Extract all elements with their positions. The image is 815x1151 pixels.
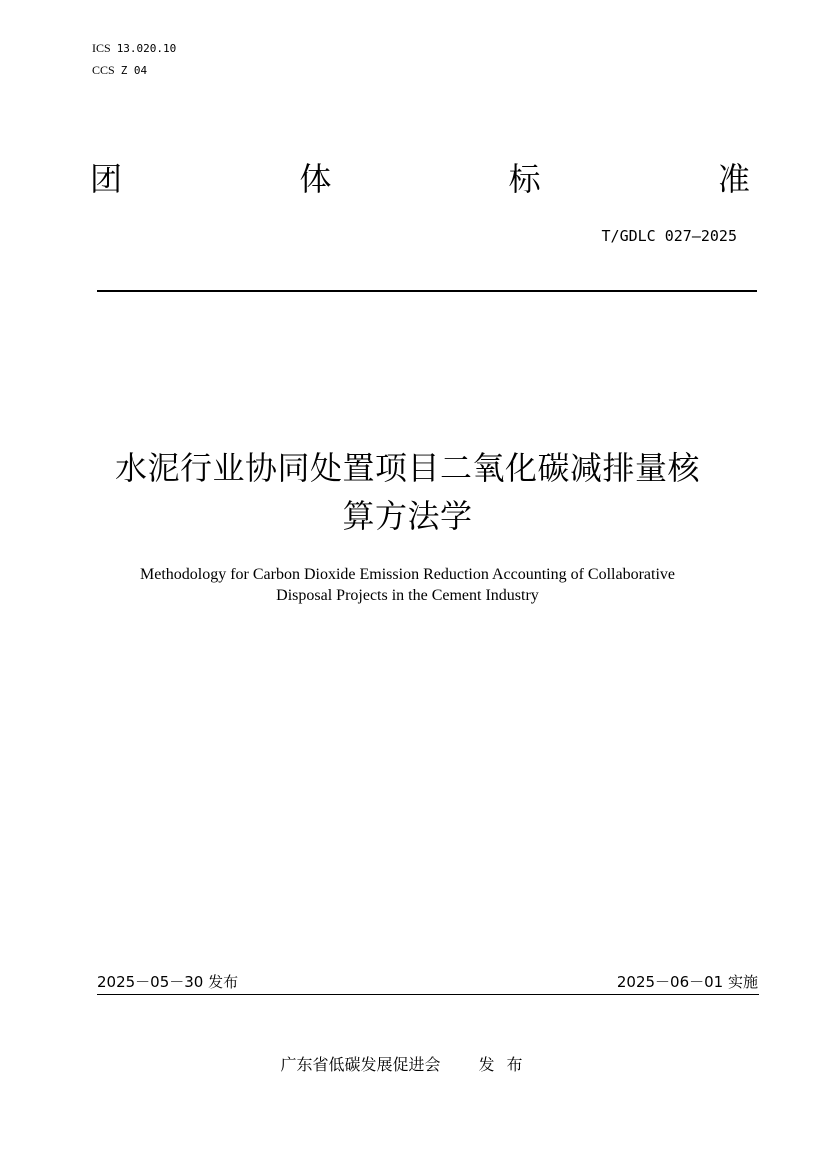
ccs-value: Z 04 — [120, 64, 148, 77]
ics-label: ICS — [92, 41, 111, 55]
publisher-name: 广东省低碳发展促进会 — [280, 1055, 441, 1074]
top-divider — [97, 290, 757, 292]
implementation-date: 2025－06－01 实施 — [616, 973, 758, 991]
english-title — [60, 564, 755, 606]
english-title-line: Disposal Projects in the Cement Industry — [276, 587, 539, 604]
ccs-code — [92, 62, 147, 79]
standard-type-char: 体 — [299, 160, 332, 198]
english-title-line: Methodology for Carbon Dioxide Emission Reduction Accounting of Collaborative — [139, 566, 676, 583]
ics-value: 13.020.10 — [116, 42, 177, 55]
publisher — [0, 1054, 815, 1076]
bottom-divider — [97, 994, 759, 995]
standard-type-char: 团 — [90, 160, 123, 198]
ics-code — [92, 40, 176, 57]
chinese-title-line: 水泥行业协同处置项目二氧化碳减排量核 — [114, 449, 700, 487]
issue-date: 2025－05－30 发布 — [97, 973, 239, 991]
chinese-title-line: 算方法学 — [342, 497, 473, 535]
chinese-title — [60, 444, 755, 540]
standard-type-char: 准 — [717, 160, 750, 198]
standard-type-char: 标 — [508, 160, 541, 198]
ccs-label: CCS — [92, 63, 115, 77]
publisher-action: 发布 — [478, 1055, 535, 1074]
standard-number: T/GDLC 027—2025 — [601, 227, 737, 245]
standard-type-heading — [90, 154, 750, 204]
